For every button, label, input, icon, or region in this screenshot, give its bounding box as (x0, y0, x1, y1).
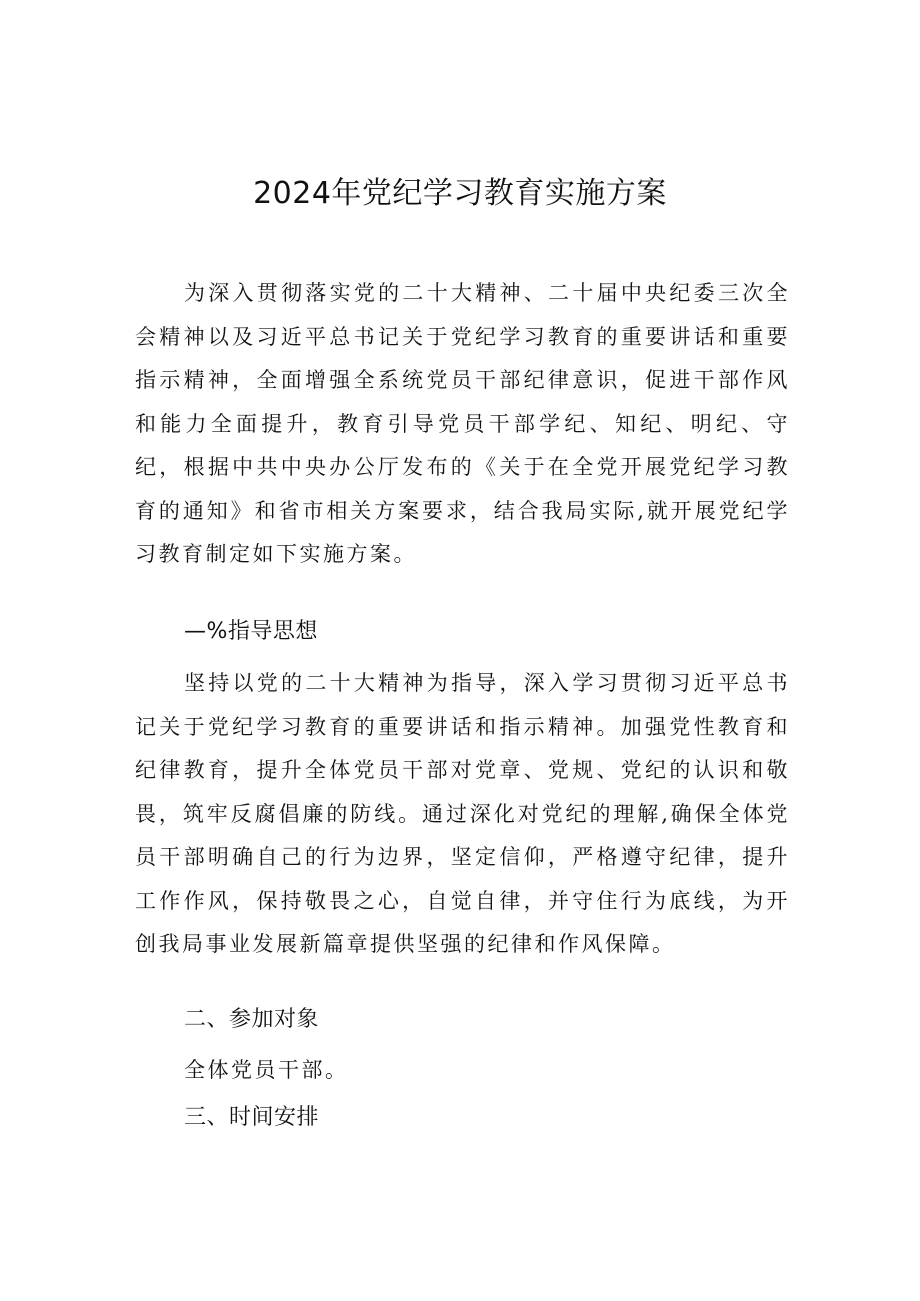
section-heading-guiding-ideology: —%指导思想 (184, 619, 318, 644)
section-heading-participants: 二、参加对象 (184, 1007, 320, 1032)
section-heading-schedule: 三、时间安排 (184, 1105, 320, 1130)
section-body-guiding-ideology: 坚持以党的二十大精神为指导，深入学习贯彻习近平总书记关于党纪学习教育的重要讲话和指示精神。加强党性教育和纪律教育，提升全体党员干部对党章、党规、党纪的认识和敬畏，筑牢反腐倡廉的防线。通过深化对党纪的理解,确保全体党员干部明确自己的行为边界，坚定信仰，严格遵守纪律，提升工作作风，保持敬畏之心，自觉自律，并守住行为底线，为开创我局事业发展新篇章提供坚强的纪律和作风保障。 (135, 671, 790, 956)
section-body-participants: 全体党员干部。 (184, 1058, 349, 1082)
intro-paragraph: 为深入贯彻落实党的二十大精神、二十届中央纪委三次全会精神以及习近平总书记关于党纪学习教育的重要讲话和重要指示精神，全面增强全系统党员干部纪律意识，促进干部作风和能力全面提升，教育引导党员干部学纪、知纪、明纪、守纪，根据中共中央办公厅发布的《关于在全党开展党纪学习教育的通知》和省市相关方案要求，结合我局实际,就开展党纪学习教育制定如下实施方案。 (135, 281, 790, 566)
document-title: 2024年党纪学习教育实施方案 (253, 176, 667, 211)
